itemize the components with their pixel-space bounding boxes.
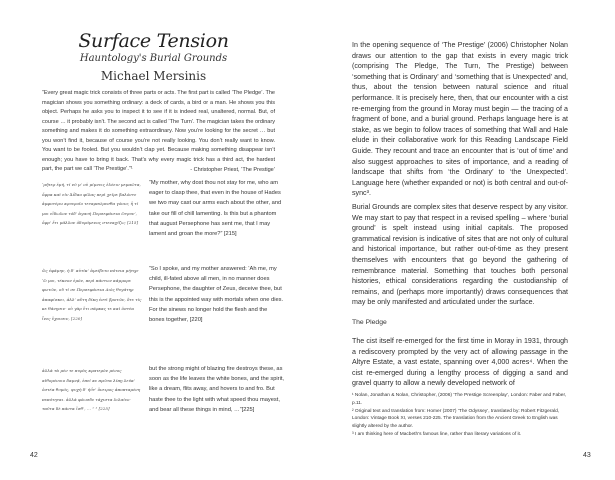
english-verse: “My mother, why dost thou not stay for me, who am eager to clasp thee, that even in the house of Hades we two may cast our arms each about the other, and take our fill of chill lamenting. Is this but a phantom that august Persephone has sent me, that I may lament and groan the more?” [215] [149, 180, 282, 238]
epigraph-attribution: - Christopher Priest, ‘The Prestige’ [190, 167, 275, 173]
body-paragraph [352, 40, 568, 199]
body-paragraph [352, 336, 568, 389]
paragraph-text: Burial Grounds are complex sites that deserve respect by any visitor. We may start to pay that respect in a revised spelling – where ‘burial ground’ is spelt instead using initial capitals. The proposed grammatical revision is indicative of sites that are not only of cultural and historical importance, but rather out-of-time as they present themselves with encounters that go beyond the gathering of remembrance material. Something that touches both personal histories, ethical considerations regarding the custodianship of remains, and (perhaps more importantly) draws consequences that may be only manifested and articulated under the surface. [352, 203, 568, 307]
right-page [308, 0, 615, 480]
footnote: ² Original text and translation from: Homer (2007) ‘The Odyssey’, translated by: Robert Fitzgerald, London: Vintage Book XI, verses 210-225. The translation from the Ancient Greek to English was slightly altered by the author. [352, 408, 560, 430]
paragraph-text: In the opening sequence of ‘The Prestige’ (2006) Christopher Nolan draws our attention to the gap that exists in every magic trick (comprising The Pledge, The Turn, The Prestige) between ‘something that is Ordinary’ and ‘something that is Unexpected’ and, thus, about the tension between natural science and ritual performance. It is precisely here, then, that our encounter with a cist re-emerging from the ground in Moray must begin — the tracing of a fragment of bone, and a burial ground. Perhaps language here is at stake, as we begin to follow traces of something that Wall and Hale elude in their collaborative work for this Reading Landscape Field Guide. They recount and trace an encounter that is ‘out of time’ and also suggest approaches to sites of importance, and a reading of landscape that shifts from ‘the Ordinary’ to ‘the Unexpected’. Language here (whether expanded or not) is both central and out-of-sync³. [352, 41, 568, 198]
greek-verse: ἀλλὰ τὰ μέν τε πυρὸς κρατερὸν μένος αἰθομένοιο δαμνᾷ, ἐπεί κε πρῶτα λίπῃ λεύκ’ ὀστέα θυμός, ψυχὴ δ’ ἠΰτ’ ὄνειρος ἀποπταμένη πεπότηται. ἀλλὰ φόωσδε τάχιστα λιλαίεο· ταῦτα δὲ πάντα ἴσθ’, … ” ² [225] [42, 368, 141, 412]
footnote: ¹ Nolan, Jonathan & Nolan, Christopher, (2006) ‘The Prestige Screenplay’, London: Faber and Faber, p.11. [352, 393, 567, 406]
article-title: Surface Tension [78, 30, 229, 52]
greek-verse: ὣς ἐφάμην, ἡ δ’ αὐτίκ’ ἀμείβετο πότνια μήτηρ· ‘ὤ μοι, τέκνον ἐμόν, περὶ πάντων κάμμορε φωτῶν, οὔ τί σε Περσεφόνεια Διὸς θυγάτηρ ἀπαφίσκει, ἀλλ’ αὕτη δίκη ἐστὶ βροτῶν, ὅτε τίς κε θάνῃσιν· οὐ γὰρ ἔτι σάρκας τε καὶ ὀστέα ἶνες ἔχουσιν, [220] [42, 268, 142, 321]
epigraph-quote: “Every great magic trick consists of three parts or acts. The first part is called ‘The Pledge’. The magician shows you something ordinary: a deck of cards, a bird or a man. He shows you this object. Perhaps he asks you to inspect it to see if it is indeed real, unaltered, normal. But, of course … it probably isn’t. The second act is called ‘The Turn’. The magician takes the ordinary something and makes it do something extraordinary. Now you’re looking for the secret … but you won’t find it, because of course you’re not really looking. You don’t really want to know. You want to be fooled. But you wouldn’t clap yet. Because making something disappear isn’t enough; you have to bring it back. That’s why every magic trick has a third act, the hardest part, the part we call ‘The Prestige’.”¹ [42, 90, 275, 172]
greek-verse: ‘μῆτερ ἐμή, τί νύ μ’ οὐ μίμνεις ἑλέειν μεμαῶτα, ὄφρα καὶ εἰν Ἀΐδαο φίλας περὶ χεῖρε βαλόντε ἀμφοτέρω κρυεροῖο τεταρπώμεσθα γόοιο; ἦ τί μοι εἴδωλον τόδ’ ἀγαυὴ Περσεφόνεια ὤτρυν’, ὄφρ’ ἔτι μᾶλλον ὀδυρόμενος στεναχίζω; [215] [42, 182, 141, 226]
english-verse: but the strong might of blazing fire destroys these, as soon as the life leaves the white bones, and the spirit, like a dream, flits away, and hovers to and fro. But haste thee to the light with what speed thou mayest, and bear all these things in mind, …”[225] [149, 366, 285, 413]
footnotes [352, 392, 568, 439]
section-heading: The Pledge [352, 319, 387, 326]
footnote: ³ I am thinking here of Macbeth’s famous line, rather than literary variations of it. [352, 431, 522, 437]
page-number: 43 [583, 452, 591, 459]
author-name: Michael Mersinis [100, 69, 207, 83]
body-paragraph [352, 202, 568, 308]
paragraph-text: The cist itself re-emerged for the first time in Moray in 1931, through a rediscovery prompted by the very act of allowing passage in the Altyre Estate, a vast estate, spanning over 4,000 acres⁴. When the cist re-emerged during a lengthy process of digging a sand and gravel quarry to allow a newly developed network of [352, 337, 568, 388]
article-subtitle: Hauntology's Burial Grounds [79, 53, 228, 64]
english-verse: “So I spoke, and my mother answered: ‘Ah me, my child, ill-fated above all men, in no manner does Persephone, the daughter of Zeus, deceive thee, but this is the appointed way with mortals when one dies. For the sinews no longer hold the flesh and the bones together, [220] [149, 266, 284, 324]
left-page [0, 0, 307, 480]
page-number: 42 [30, 452, 38, 459]
